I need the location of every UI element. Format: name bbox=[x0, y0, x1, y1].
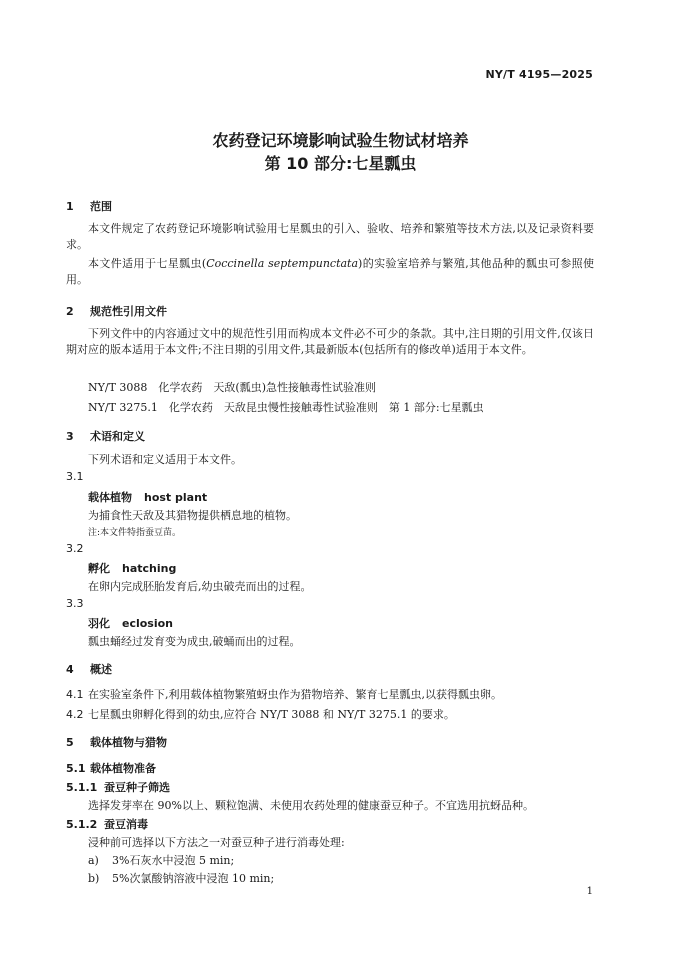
section-title: 蚕豆种子筛选 bbox=[104, 781, 170, 794]
clause-text: 七星瓢虫卵孵化得到的幼虫,应符合 NY/T 3088 和 NY/T 3275.1 的要求。 bbox=[88, 708, 455, 721]
section-1-paragraph-1: 本文件规定了农药登记环境影响试验用七星瓢虫的引入、验收、培养和繁殖等技术方法,以及记录资料要求。 bbox=[66, 222, 594, 251]
document-subtitle: 第 10 部分:七星瓢虫 bbox=[264, 154, 417, 173]
list-item-a bbox=[88, 852, 234, 868]
list-label: a) bbox=[88, 854, 99, 867]
section-2-heading bbox=[66, 303, 167, 319]
section-title: 规范性引用文件 bbox=[90, 305, 167, 318]
section-5-1-1-heading bbox=[66, 779, 170, 795]
list-text: 5%次氯酸钠溶液中浸泡 10 min; bbox=[112, 872, 275, 885]
section-number: 2 bbox=[66, 305, 74, 318]
section-title: 概述 bbox=[90, 663, 112, 676]
document-id: NY/T 4195—2025 bbox=[485, 68, 593, 81]
term-3-number: 3.3 bbox=[66, 597, 84, 610]
clause-number: 4.1 bbox=[66, 688, 84, 701]
clause-4-2 bbox=[66, 706, 455, 722]
reference-2: NY/T 3275.1 化学农药 天敌昆虫慢性接触毒性试验准则 第 1 部分:七星瓢虫 bbox=[88, 401, 484, 414]
section-1-paragraph-2 bbox=[66, 256, 594, 288]
section-5-1-2-text: 浸种前可选择以下方法之一对蚕豆种子进行消毒处理: bbox=[88, 836, 345, 849]
section-title: 范围 bbox=[90, 200, 112, 213]
document-title: 农药登记环境影响试验生物试材培养 bbox=[212, 131, 469, 150]
term-1-heading bbox=[88, 489, 207, 505]
term-2-heading bbox=[88, 560, 176, 576]
text-run: 本文件适用于七星瓢虫( bbox=[88, 257, 207, 270]
clause-number: 4.2 bbox=[66, 708, 84, 721]
term-2-number: 3.2 bbox=[66, 542, 84, 555]
section-number: 3 bbox=[66, 430, 74, 443]
term-1-definition: 为捕食性天敌及其猎物提供栖息地的植物。 bbox=[88, 509, 297, 522]
section-number: 1 bbox=[66, 200, 74, 213]
section-number: 5.1.1 bbox=[66, 781, 98, 794]
term-en: eclosion bbox=[122, 617, 174, 630]
term-3-heading bbox=[88, 615, 173, 631]
section-1-heading bbox=[66, 198, 112, 214]
term-en: hatching bbox=[122, 562, 177, 575]
section-4-heading bbox=[66, 661, 112, 677]
reference-1: NY/T 3088 化学农药 天敌(瓢虫)急性接触毒性试验准则 bbox=[88, 381, 377, 394]
term-zh: 载体植物 bbox=[88, 491, 132, 504]
section-5-1-1-text: 选择发芽率在 90%以上、颗粒饱满、未使用农药处理的健康蚕豆种子。不宜选用抗蚜品种。 bbox=[88, 799, 534, 812]
clause-4-1 bbox=[66, 686, 502, 702]
section-5-heading bbox=[66, 734, 167, 750]
list-item-b bbox=[88, 870, 274, 886]
section-2-paragraph: 下列文件中的内容通过文中的规范性引用而构成本文件必不可少的条款。其中,注日期的引用文件,仅该日期对应的版本适用于本文件;不注日期的引用文件,其最新版本(包括所有的修改单)适用于本文件。 bbox=[66, 327, 594, 356]
section-title: 蚕豆消毒 bbox=[104, 818, 148, 831]
term-2-definition: 在卵内完成胚胎发育后,幼虫破壳而出的过程。 bbox=[88, 580, 312, 593]
section-title: 术语和定义 bbox=[90, 430, 145, 443]
page-number: 1 bbox=[586, 886, 593, 897]
section-3-heading bbox=[66, 428, 145, 444]
term-3-definition: 瓢虫蛹经过发育变为成虫,破蛹而出的过程。 bbox=[88, 635, 301, 648]
section-number: 5.1.2 bbox=[66, 818, 98, 831]
list-text: 3%石灰水中浸泡 5 min; bbox=[112, 854, 235, 867]
term-1-number: 3.1 bbox=[66, 470, 84, 483]
text-run: )的实验室培养与繁殖,其他品种的瓢虫可参照使用。 bbox=[66, 257, 594, 286]
term-1-note: 注:本文件特指蚕豆苗。 bbox=[88, 528, 182, 538]
section-title: 载体植物与猎物 bbox=[90, 736, 167, 749]
clause-text: 在实验室条件下,利用载体植物繁殖蚜虫作为猎物培养、繁育七星瓢虫,以获得瓢虫卵。 bbox=[88, 688, 502, 701]
section-number: 5 bbox=[66, 736, 74, 749]
section-number: 5.1 bbox=[66, 762, 86, 775]
section-5-1-2-heading bbox=[66, 816, 148, 832]
section-number: 4 bbox=[66, 663, 74, 676]
term-zh: 羽化 bbox=[88, 617, 110, 630]
term-zh: 孵化 bbox=[88, 562, 110, 575]
species-name: Coccinella septempunctata bbox=[206, 257, 359, 270]
section-5-1-heading bbox=[66, 760, 156, 776]
list-label: b) bbox=[88, 872, 100, 885]
section-title: 载体植物准备 bbox=[90, 762, 156, 775]
section-3-intro: 下列术语和定义适用于本文件。 bbox=[88, 453, 242, 466]
term-en: host plant bbox=[144, 491, 208, 504]
